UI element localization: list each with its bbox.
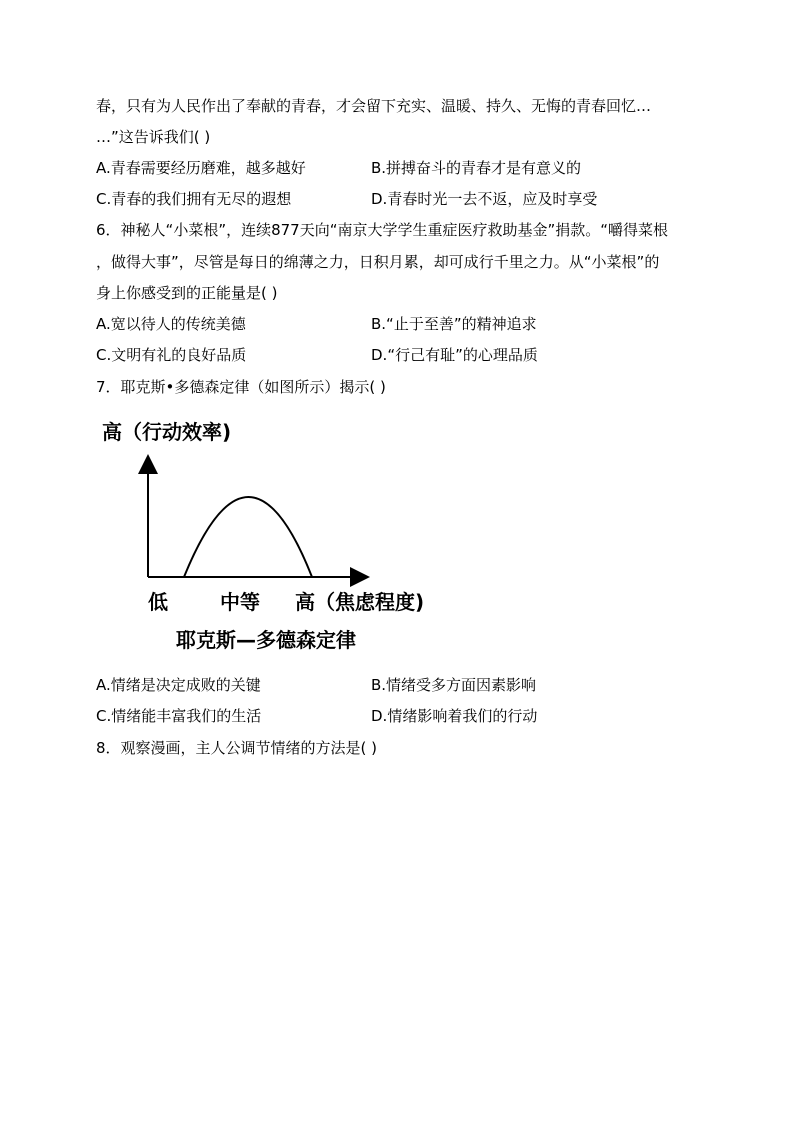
yerkes-dodson-figure [96, 412, 456, 662]
figure-x-low-label: 低 [148, 590, 168, 614]
q6-option-d: D.“行己有耻”的心理品质 [371, 346, 538, 364]
q6-option-c: C.文明有礼的良好品质 [96, 346, 247, 364]
q5-option-d: D.青春时光一去不返，应及时享受 [371, 190, 598, 208]
q7-option-a: A.情绪是决定成败的关键 [96, 676, 261, 694]
figure-x-high-label: 高（焦虑程度) [295, 590, 425, 614]
q6-option-a: A.宽以待人的传统美德 [96, 315, 246, 333]
q8-text-line-1: 8．观察漫画，主人公调节情绪的方法是( ) [96, 739, 378, 757]
q6-text-line-3: 身上你感受到的正能量是( ) [96, 284, 278, 302]
figure-caption: 耶克斯—多德森定律 [176, 628, 356, 652]
q5-option-a: A.青春需要经历磨难，越多越好 [96, 159, 306, 177]
q5-option-b: B.拼搏奋斗的青春才是有意义的 [371, 159, 582, 177]
q6-text-line-2: ，做得大事”，尽管是每日的绵薄之力，日积月累，却可成行千里之力。从“小菜根”的 [96, 253, 660, 271]
q7-option-c: C.情绪能丰富我们的生活 [96, 707, 262, 725]
q7-text-line-1: 7．耶克斯•多德森定律（如图所示）揭示( ) [96, 378, 386, 396]
q5-text-line-1: 春，只有为人民作出了奉献的青春，才会留下充实、温暖、持久、无悔的青春回忆… [96, 97, 652, 115]
q6-option-b: B.“止于至善”的精神追求 [371, 315, 537, 333]
inverted-u-curve [184, 497, 312, 577]
figure-y-axis-label: 高（行动效率) [102, 420, 232, 444]
q7-option-d: D.情绪影响着我们的行动 [371, 707, 538, 725]
q5-text-line-2: …”这告诉我们( ) [96, 128, 211, 146]
q6-text-line-1: 6．神秘人“小菜根”，连续877天向“南京大学学生重症医疗救助基金”捐款。“嚼得菜根 [96, 221, 669, 239]
figure-x-mid-label: 中等 [220, 590, 260, 614]
q5-option-c: C.青春的我们拥有无尽的遐想 [96, 190, 292, 208]
q7-option-b: B.情绪受多方面因素影响 [371, 676, 537, 694]
